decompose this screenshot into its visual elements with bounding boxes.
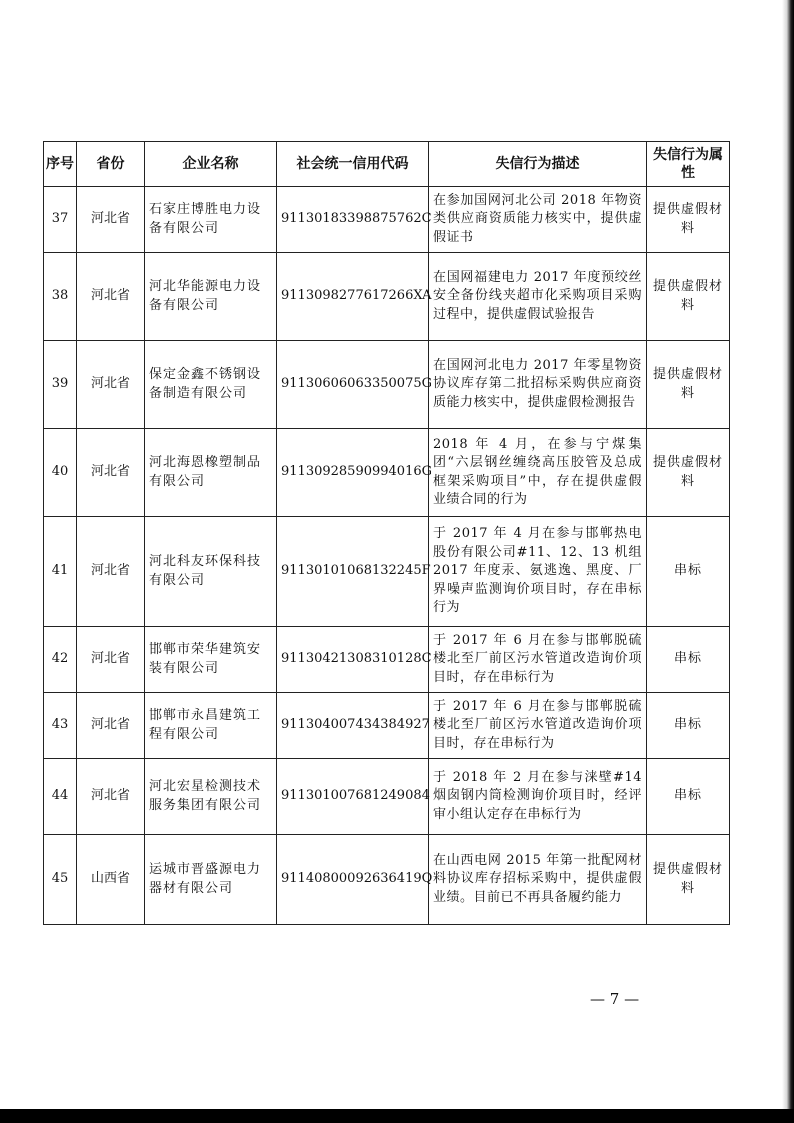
- row-credit-code: 91130421308310128C: [277, 627, 429, 693]
- row-attribute: 提供虚假材料: [647, 429, 730, 517]
- header-company: 企业名称: [145, 142, 277, 187]
- row-company: 邯郸市永昌建筑工程有限公司: [145, 693, 277, 759]
- table-row: [44, 253, 730, 341]
- row-description: 2018 年 4 月，在参与宁煤集团“六层钢丝缠绕高压胶管及总成框架采购项目”中，存在提供虚假业绩合同的行为: [429, 429, 647, 517]
- row-num: 41: [44, 517, 77, 627]
- row-credit-code: 9113098277617266XA: [277, 253, 429, 341]
- row-province: 河北省: [77, 187, 145, 253]
- row-attribute: 提供虚假材料: [647, 253, 730, 341]
- row-attribute: 提供虚假材料: [647, 341, 730, 429]
- table-row: [44, 627, 730, 693]
- header-credit-code: 社会统一信用代码: [277, 142, 429, 187]
- row-province: 河北省: [77, 759, 145, 835]
- row-attribute: 串标: [647, 517, 730, 627]
- row-description: 于 2017 年 6 月在参与邯郸脱硫楼北至厂前区污水管道改造询价项目时，存在串标行为: [429, 627, 647, 693]
- row-province: 山西省: [77, 835, 145, 925]
- header-attribute: 失信行为属性: [647, 142, 730, 187]
- scan-edge-bottom: [0, 1109, 794, 1123]
- row-description: 于 2018 年 2 月在参与涞壁#14 烟囱钢内筒检测询价项目时，经评审小组认定存在串标行为: [429, 759, 647, 835]
- table-row: [44, 429, 730, 517]
- row-province: 河北省: [77, 253, 145, 341]
- row-description: 在国网福建电力 2017 年度预绞丝安全备份线夹超市化采购项目采购过程中，提供虚假试验报告: [429, 253, 647, 341]
- row-attribute: 串标: [647, 693, 730, 759]
- table-row: [44, 517, 730, 627]
- row-credit-code: 91140800092636419Q: [277, 835, 429, 925]
- row-credit-code: 911304007434384927: [277, 693, 429, 759]
- row-description: 在山西电网 2015 年第一批配网材料协议库存招标采购中，提供虚假业绩。目前已不再具备履约能力: [429, 835, 647, 925]
- row-company: 河北华能源电力设备有限公司: [145, 253, 277, 341]
- row-num: 43: [44, 693, 77, 759]
- row-description: 于 2017 年 4 月在参与邯郸热电股份有限公司#11、12、13 机组 2017 年度汞、氨逃逸、黑度、厂界噪声监测询价项目时，存在串标行为: [429, 517, 647, 627]
- row-credit-code: 91130183398875762C: [277, 187, 429, 253]
- row-company: 邯郸市荣华建筑安装有限公司: [145, 627, 277, 693]
- dishonest-enterprise-table: [43, 141, 730, 925]
- row-credit-code: 91130928590994016G: [277, 429, 429, 517]
- row-num: 39: [44, 341, 77, 429]
- row-company: 保定金鑫不锈钢设备制造有限公司: [145, 341, 277, 429]
- table-row: [44, 835, 730, 925]
- row-description: 在国网河北电力 2017 年零星物资协议库存第二批招标采购供应商资质能力核实中，提供虚假检测报告: [429, 341, 647, 429]
- row-credit-code: 911301007681249084: [277, 759, 429, 835]
- row-company: 河北宏星检测技术服务集团有限公司: [145, 759, 277, 835]
- row-company: 河北海恩橡塑制品有限公司: [145, 429, 277, 517]
- row-description: 于 2017 年 6 月在参与邯郸脱硫楼北至厂前区污水管道改造询价项目时，存在串标行为: [429, 693, 647, 759]
- row-credit-code: 91130101068132245F: [277, 517, 429, 627]
- row-num: 44: [44, 759, 77, 835]
- row-credit-code: 91130606063350075G: [277, 341, 429, 429]
- table-row: [44, 759, 730, 835]
- row-description: 在参加国网河北公司 2018 年物资类供应商资质能力核实中，提供虚假证书: [429, 187, 647, 253]
- row-attribute: 串标: [647, 627, 730, 693]
- page-number: — 7 —: [590, 990, 640, 1008]
- row-num: 37: [44, 187, 77, 253]
- row-province: 河北省: [77, 517, 145, 627]
- row-num: 42: [44, 627, 77, 693]
- row-attribute: 串标: [647, 759, 730, 835]
- header-num: 序号: [44, 142, 77, 187]
- row-num: 45: [44, 835, 77, 925]
- table-row: [44, 341, 730, 429]
- row-company: 河北科友环保科技有限公司: [145, 517, 277, 627]
- row-num: 40: [44, 429, 77, 517]
- header-province: 省份: [77, 142, 145, 187]
- row-company: 运城市晋盛源电力器材有限公司: [145, 835, 277, 925]
- table-row: [44, 187, 730, 253]
- row-province: 河北省: [77, 341, 145, 429]
- row-province: 河北省: [77, 627, 145, 693]
- row-province: 河北省: [77, 429, 145, 517]
- row-company: 石家庄博胜电力设备有限公司: [145, 187, 277, 253]
- scan-edge-right: [782, 0, 794, 1123]
- row-province: 河北省: [77, 693, 145, 759]
- row-attribute: 提供虚假材料: [647, 835, 730, 925]
- row-num: 38: [44, 253, 77, 341]
- table-header-row: [44, 142, 730, 187]
- header-description: 失信行为描述: [429, 142, 647, 187]
- table-row: [44, 693, 730, 759]
- row-attribute: 提供虚假材料: [647, 187, 730, 253]
